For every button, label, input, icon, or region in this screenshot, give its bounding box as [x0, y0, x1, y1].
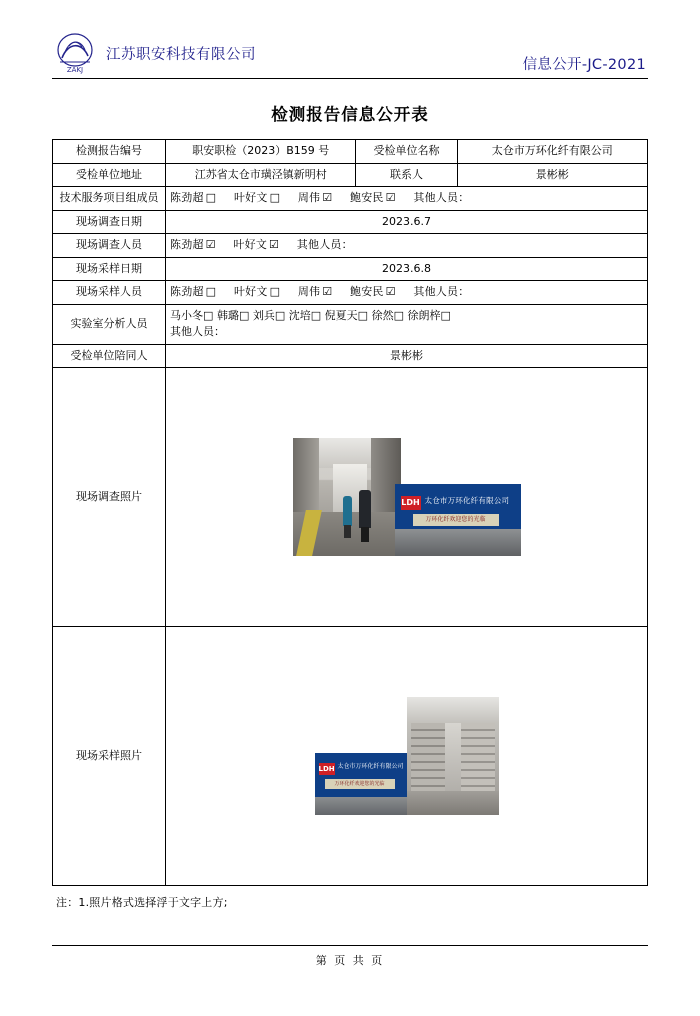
- tech-member-checkbox-1[interactable]: □: [269, 191, 281, 204]
- sign-logo-text: LDH: [401, 496, 421, 510]
- page-header: [52, 22, 648, 79]
- survey-date-label: 现场调查日期: [53, 210, 166, 234]
- page-footer: 第 页 共 页: [52, 945, 648, 968]
- sampling-photo-group: [315, 697, 499, 815]
- survey-photo-wrap: [170, 371, 643, 623]
- survey-staff-label: 现场调查人员: [53, 234, 166, 258]
- tech-member-checkbox-2[interactable]: ☑: [322, 191, 333, 204]
- tech-member-name-3: 鲍安民: [350, 191, 384, 204]
- sampling-staff-name-0: 陈劲超: [170, 285, 204, 298]
- lab-staff-checkbox-4[interactable]: □: [357, 308, 369, 322]
- client-address-value: 江苏省太仓市璜泾镇新明村: [166, 163, 356, 187]
- table-row: [53, 187, 648, 211]
- lab-staff-checkbox-6[interactable]: □: [440, 308, 451, 322]
- tech-team-members: [166, 187, 648, 211]
- lab-staff-label: 实验室分析人员: [53, 304, 166, 344]
- survey-photo-label: 现场调查照片: [53, 368, 166, 627]
- table-row: [53, 257, 648, 281]
- lab-staff-name-4: 倪夏天: [324, 308, 358, 322]
- document-page: [0, 22, 700, 1016]
- sampling-sign-sub-text: 万环化纤欢迎您的光临: [325, 779, 395, 789]
- lab-staff-checkbox-2[interactable]: □: [274, 308, 286, 322]
- sampling-photo-sign: [315, 753, 407, 815]
- lab-staff-name-6: 徐朗梓: [407, 308, 441, 322]
- info-table: [52, 139, 648, 886]
- company-name: 江苏职安科技有限公司: [106, 46, 256, 63]
- survey-staff-other-label: 其他人员：: [296, 238, 353, 251]
- client-name-value: 太仓市万环化纤有限公司: [457, 140, 647, 164]
- tech-member-checkbox-3[interactable]: ☑: [385, 191, 396, 204]
- sampling-staff-members: [166, 281, 648, 305]
- sampling-photo-label: 现场采样照片: [53, 627, 166, 886]
- tech-member-name-0: 陈劲超: [170, 191, 204, 204]
- sampling-date-value: 2023.6.8: [166, 257, 648, 281]
- survey-staff-checkbox-0[interactable]: ☑: [205, 238, 216, 251]
- survey-staff-name-1: 叶好文: [233, 238, 268, 251]
- page-title: 检测报告信息公开表: [271, 105, 429, 124]
- table-row: [53, 627, 648, 886]
- sampling-sign-logo-text: LDH: [318, 765, 335, 773]
- lab-staff-other-label: 其他人员：: [170, 325, 226, 338]
- sampling-staff-label: 现场采样人员: [53, 281, 166, 305]
- lab-staff-name-2: 刘兵: [252, 308, 275, 322]
- sampling-staff-checkbox-0[interactable]: □: [205, 285, 217, 298]
- lab-staff-name-0: 马小冬: [170, 308, 204, 322]
- sign-sub-text: 万环化纤欢迎您的光临: [413, 514, 499, 526]
- tech-team-label: 技术服务项目组成员: [53, 187, 166, 211]
- accompanied-label: 受检单位陪同人: [53, 344, 166, 368]
- lab-staff-checkbox-0[interactable]: □: [203, 308, 214, 322]
- lab-staff-checkbox-3[interactable]: □: [310, 308, 322, 322]
- sampling-photo-wrap: [170, 630, 643, 882]
- table-row: [53, 368, 648, 627]
- survey-date-value: 2023.6.7: [166, 210, 648, 234]
- tech-team-other-label: 其他人员：: [413, 191, 470, 204]
- sampling-staff-checkbox-3[interactable]: ☑: [385, 285, 396, 298]
- survey-photo-sign: [395, 484, 521, 556]
- brand: [52, 32, 256, 74]
- client-name-label: 受检单位名称: [356, 140, 457, 164]
- report-no-value: 职安职检（2023）B159 号: [166, 140, 356, 164]
- survey-staff-checkbox-1[interactable]: ☑: [269, 238, 280, 251]
- table-row: [53, 281, 648, 305]
- sampling-date-label: 现场采样日期: [53, 257, 166, 281]
- accompanied-value: 景彬彬: [166, 344, 648, 368]
- lab-staff-name-1: 韩璐: [216, 308, 239, 322]
- table-row: [53, 140, 648, 164]
- survey-staff-name-0: 陈劲超: [170, 238, 204, 251]
- survey-photo-cell: [166, 368, 648, 627]
- survey-photo-group: [293, 438, 521, 556]
- table-row: [53, 210, 648, 234]
- sampling-photo-workshop: [407, 697, 499, 815]
- table-row: [53, 163, 648, 187]
- client-address-label: 受检单位地址: [53, 163, 166, 187]
- lab-staff-name-5: 徐然: [371, 308, 394, 322]
- lab-staff-checkbox-1[interactable]: □: [238, 308, 250, 322]
- survey-staff-members: [166, 234, 648, 258]
- sampling-staff-name-1: 叶好文: [233, 285, 268, 298]
- lab-staff-checkbox-5[interactable]: □: [393, 308, 404, 322]
- tech-member-checkbox-0[interactable]: □: [205, 191, 217, 204]
- lab-staff-members: [166, 304, 648, 344]
- sampling-staff-checkbox-2[interactable]: ☑: [322, 285, 333, 298]
- report-no-label: 检测报告编号: [53, 140, 166, 164]
- sign-company-text: 太仓市万环化纤有限公司: [424, 496, 510, 505]
- sampling-staff-checkbox-1[interactable]: □: [269, 285, 281, 298]
- sampling-staff-other-label: 其他人员：: [413, 285, 470, 298]
- table-row: [53, 344, 648, 368]
- tech-member-name-2: 周伟: [297, 191, 321, 204]
- document-code: 信息公开-JC-2021: [522, 57, 646, 73]
- sampling-staff-name-2: 周伟: [297, 285, 321, 298]
- table-row: [53, 304, 648, 344]
- sampling-sign-company-text: 太仓市万环化纤有限公司: [337, 763, 404, 770]
- sampling-photo-cell: [166, 627, 648, 886]
- svg-text:ZAKJ: ZAKJ: [66, 66, 84, 74]
- contact-label: 联系人: [356, 163, 457, 187]
- lab-staff-name-3: 沈培: [288, 308, 311, 322]
- tech-member-name-1: 叶好文: [233, 191, 268, 204]
- notes: 注：1.照片格式选择浮于文字上方;: [56, 896, 228, 909]
- company-logo-icon: [52, 32, 98, 74]
- lab-staff-line-1: [170, 308, 643, 325]
- sampling-staff-name-3: 鲍安民: [350, 285, 384, 298]
- survey-photo-corridor: [293, 438, 401, 556]
- contact-value: 景彬彬: [457, 163, 647, 187]
- table-row: [53, 234, 648, 258]
